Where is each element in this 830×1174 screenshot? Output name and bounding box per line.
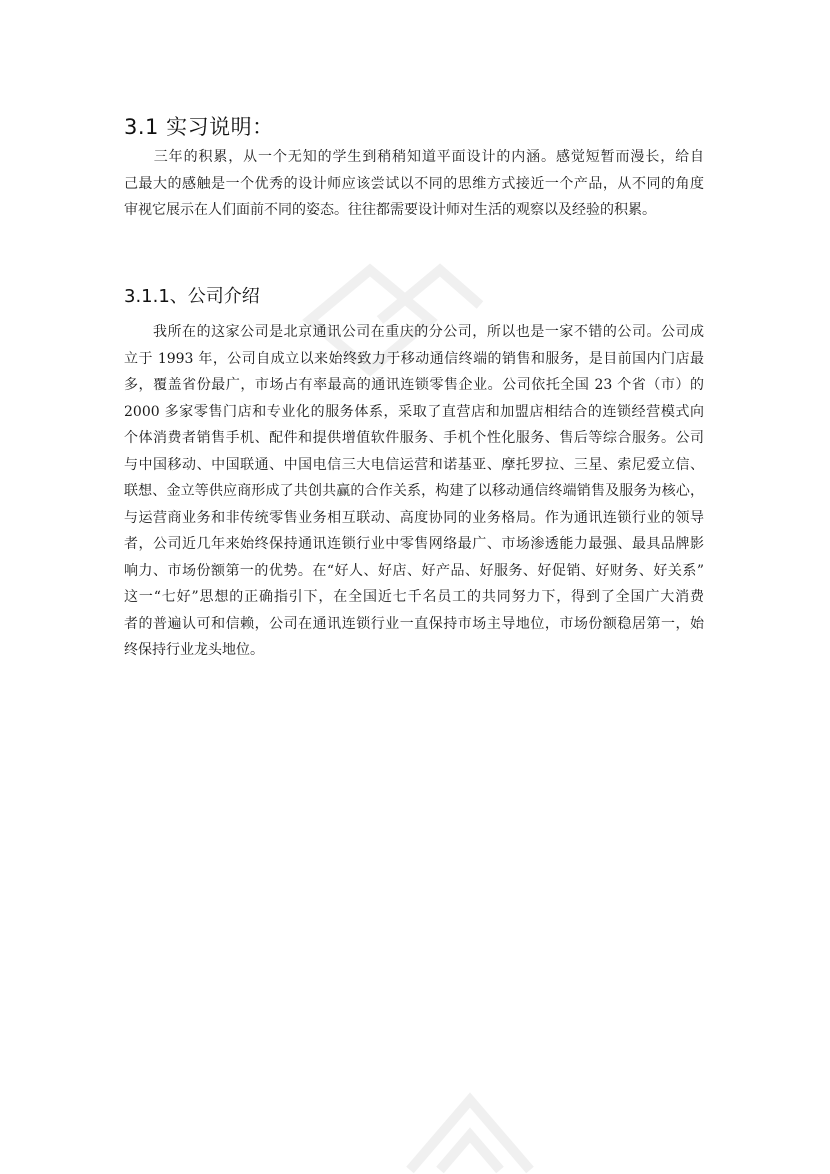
paragraph-line: 立于 1993 年，公司自成立以来始终致力于移动通信终端的销售和服务，是目前国内门店最 xyxy=(124,350,704,367)
paragraph-line: 与中国移动、中国联通、中国电信三大电信运营和诺基亚、摩托罗拉、三星、索尼爱立信、 xyxy=(124,456,704,473)
paragraph-line: 我所在的这家公司是北京通讯公司在重庆的分公司，所以也是一家不错的公司。公司成 xyxy=(124,324,704,340)
paragraph-line: 多，覆盖省份最广，市场占有率最高的通讯连锁零售企业。公司依托全国 23 个省（市）的 xyxy=(124,377,704,393)
section-paragraph xyxy=(124,144,704,224)
paragraph-line: 者，公司近几年来始终保持通讯连锁行业中零售网络最广、市场渗透能力最强、最具品牌影 xyxy=(124,536,704,552)
paragraph-line: 三年的积累，从一个无知的学生到稍稍知道平面设计的内涵。感觉短暂而漫长，给自 xyxy=(124,149,704,165)
paragraph-line: 联想、金立等供应商形成了共创共赢的合作关系，构建了以移动通信终端销售及服务为核心， xyxy=(124,483,704,499)
section-heading: 3.1 实习说明： xyxy=(124,115,274,139)
paragraph-line: 审视它展示在人们面前不同的姿态。往往都需要设计师对生活的观察以及经验的积累。 xyxy=(124,202,656,218)
paragraph-line: 个体消费者销售手机、配件和提供增值软件服务、手机个性化服务、售后等综合服务。公司 xyxy=(124,430,704,446)
paragraph-line: 与运营商业务和非传统零售业务相互联动、高度协同的业务格局。作为通讯连锁行业的领导 xyxy=(124,509,704,526)
subsection-heading: 3.1.1、公司介绍 xyxy=(124,286,260,307)
paragraph-line: 者的普遍认可和信赖，公司在通讯连锁行业一直保持市场主导地位，市场份额稳居第一，始 xyxy=(124,615,704,632)
paragraph-line: 这一“七好”思想的正确指引下，在全国近七千名员工的共同努力下，得到了全国广大消费 xyxy=(124,589,704,605)
paragraph-line: 2000 多家零售门店和专业化的服务体系，采取了直营店和加盟店相结合的连锁经营模式向 xyxy=(124,403,704,420)
paragraph-line: 终保持行业龙头地位。 xyxy=(124,642,264,658)
paragraph-line: 己最大的感触是一个优秀的设计师应该尝试以不同的思维方式接近一个产品，从不同的角度 xyxy=(124,175,704,192)
watermark-lower xyxy=(400,1060,540,1174)
paragraph-line: 响力、市场份额第一的优势。在“好人、好店、好产品、好服务、好促销、好财务、好关系” xyxy=(124,562,704,579)
subsection-paragraph xyxy=(124,319,704,664)
